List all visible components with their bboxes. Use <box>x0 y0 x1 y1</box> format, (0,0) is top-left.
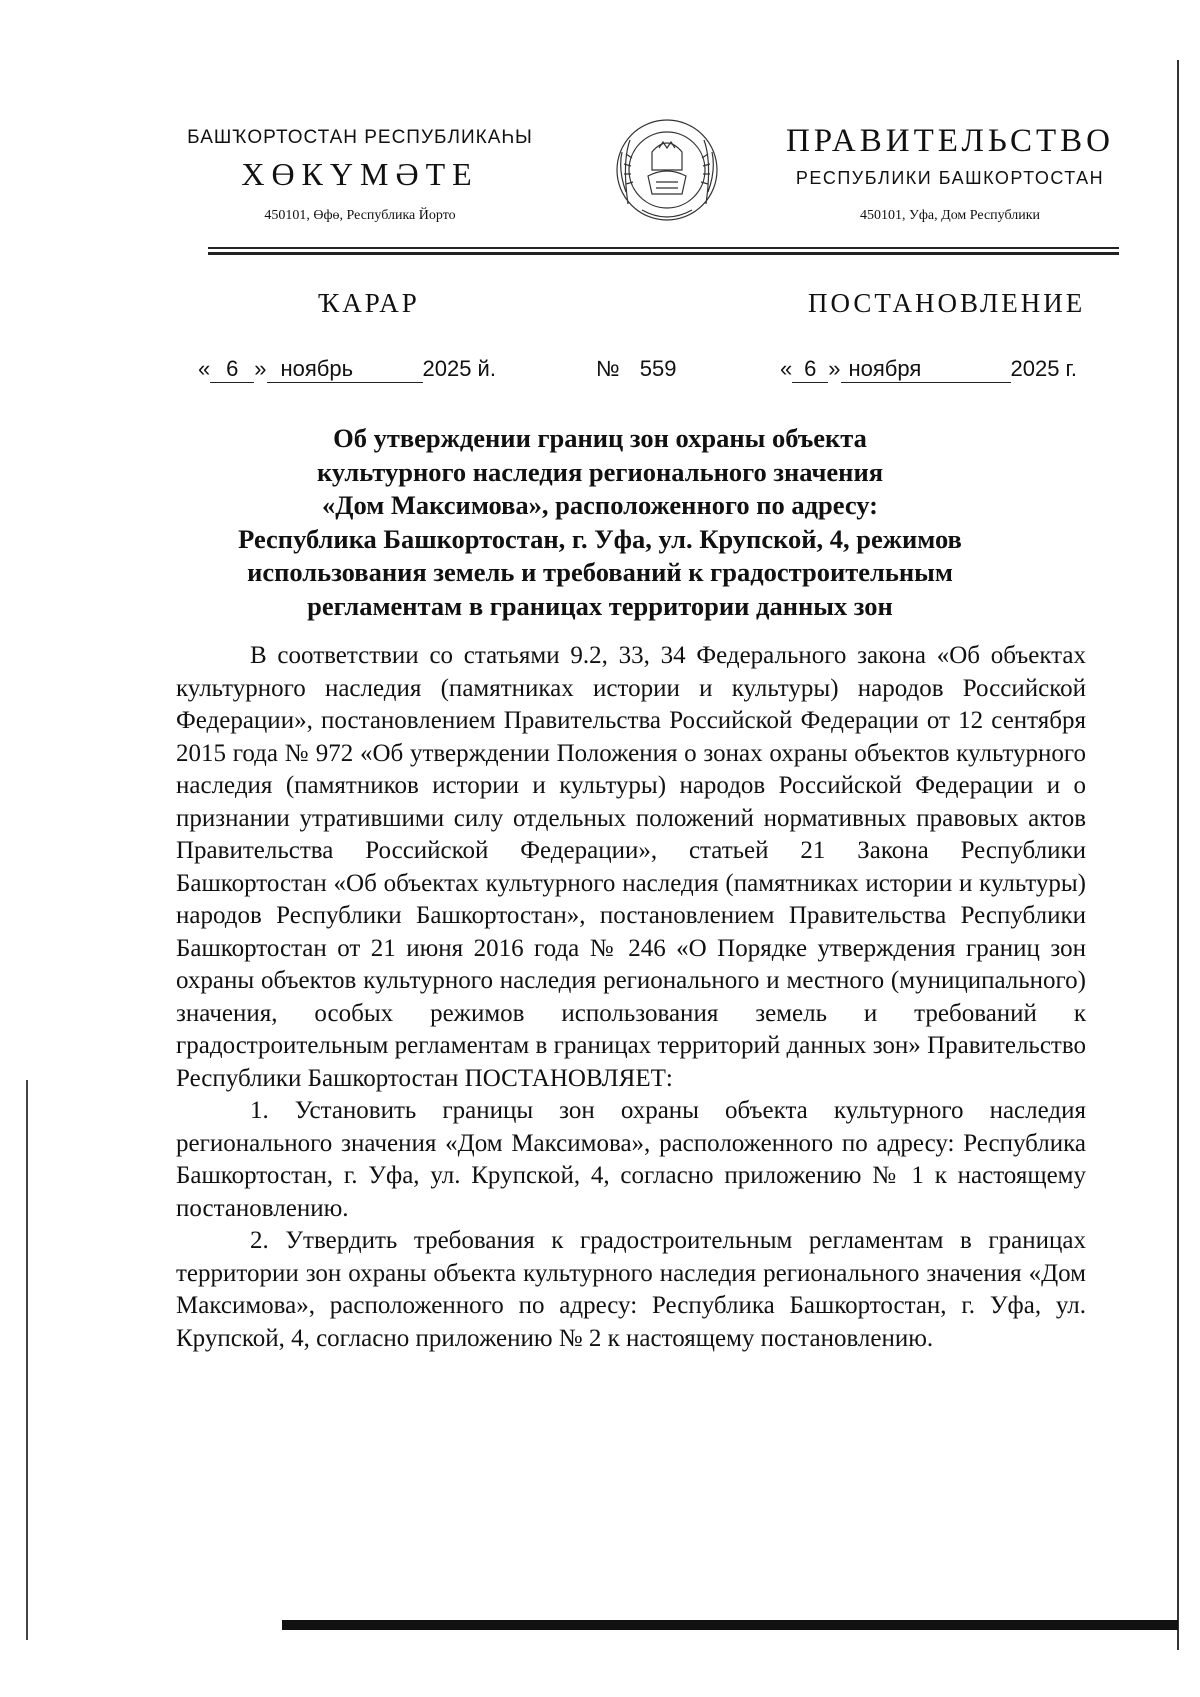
header-right-republic: РЕСПУБЛИКИ БАШКОРТОСТАН <box>795 168 1105 188</box>
header-left-government: ХӨКҮМӘТЕ <box>241 156 479 192</box>
date-left-year: 2025 й. <box>422 356 496 381</box>
header-divider-thick <box>208 252 1119 255</box>
body-item-1: 1. Установить границы зон охраны объекта культурного наследия регионального значения «Дом Максимова», расположенного по адресу: Республика Башкортостан, г. Уфа, ул. Крупской, 4, согласно приложению № 1 к настоящему постановлению. <box>176 1097 1086 1222</box>
date-right-year: 2025 г. <box>1010 356 1078 381</box>
header-divider-thin <box>208 247 1119 249</box>
body-preamble: В соответствии со статьями 9.2, 33, 34 Федерального закона «Об объектах культурного наследия (памятниках истории и культуры) народов Российской Федерации», постановлением Правительства Российской Федерации от 12 сентября 2015 года № 972 «Об утверждении Положения о зонах охраны объектов культурного наследия (памятников истории и культуры) народов Российской Федерации и о признании утратившими силу отдельных положений нормативных правовых актов Правительства Российской Федерации», статьей 21 Закона Республики Башкортостан «Об объектах культурного наследия (памятниках истории и культуры) народов Республики Башкортостан», постановлением Правительства Республики Башкортостан от 21 июня 2016 года № 246 «О Порядке утверждения границ зон охраны объектов культурного наследия регионального и местного (муниципального) значения, особых режимов использования земель и требований к градостроительным регламентам в границах территорий данных зон» Правительство Республики Башкортостан ПОСТАНОВЛЯЕТ: <box>176 642 1086 1092</box>
coat-of-arms-icon <box>612 112 722 227</box>
title-line: Об утверждении границ зон охраны объекта <box>333 423 867 453</box>
date-right-open-quote: « <box>780 356 793 381</box>
title-line: Республика Башкортостан, г. Уфа, ул. Крупской, 4, режимов <box>238 523 962 554</box>
scan-edge-right <box>1177 60 1179 1650</box>
header-left-address: 450101, Өфө, Республика Йорто <box>264 208 456 223</box>
document-body <box>176 640 1086 1355</box>
header-left-republic: БАШҠОРТОСТАН РЕСПУБЛИКАҺЫ <box>187 127 533 148</box>
doc-type-left: ҠАРАР <box>318 288 420 318</box>
date-right <box>780 356 1077 383</box>
body-item-2: 2. Утвердить требования к градостроительным регламентам в границах территории зон охраны объекта культурного наследия регионального значения «Дом Максимова», расположенного по адресу: Республика Башкортостан, г. Уфа, ул. Крупской, 4, согласно приложению № 2 к настоящему постановлению. <box>176 1227 1086 1352</box>
title-line: «Дом Максимова», расположенного по адресу: <box>322 490 878 520</box>
date-left <box>198 356 496 383</box>
doc-number-value: 559 <box>639 356 677 381</box>
title-line: культурного наследия регионального значения <box>316 456 884 487</box>
date-left-month: ноябрь <box>267 356 423 383</box>
title-line: регламентам в границах территории данных зон <box>307 590 893 621</box>
doc-number <box>596 356 676 382</box>
document-title <box>150 422 1050 623</box>
date-right-day: 6 <box>792 356 828 383</box>
header-right-government: ПРАВИТЕЛЬСТВО <box>785 123 1115 159</box>
scan-edge-bottom <box>282 1620 1178 1630</box>
title-line: использования земель и требований к градостроительным <box>247 557 953 587</box>
date-right-close-quote: » <box>828 356 841 381</box>
header-right-address: 450101, Уфа, Дом Республики <box>859 208 1041 223</box>
doc-type-right: ПОСТАНОВЛЕНИЕ <box>808 288 1086 318</box>
scan-edge-left <box>26 1080 28 1640</box>
date-left-open-quote: « <box>198 356 211 381</box>
doc-number-sign: № <box>596 356 620 381</box>
date-left-day: 6 <box>210 356 254 383</box>
date-left-close-quote: » <box>254 356 267 381</box>
date-right-month: ноября <box>841 356 1011 383</box>
